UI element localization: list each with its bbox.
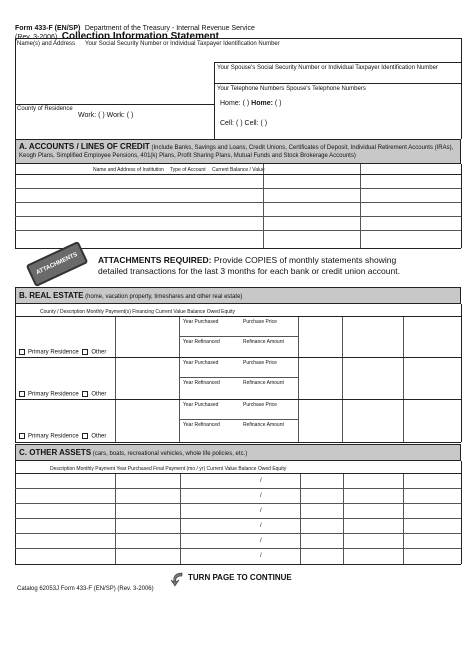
residence-checkbox-row[interactable]: [19, 391, 106, 399]
attachments-notice: [98, 255, 400, 277]
sec-b-col5-header: Balance Owed: [187, 309, 220, 315]
divider: [15, 38, 461, 39]
divider: [214, 62, 215, 139]
year-refinanced-label: Year Refinanced: [183, 339, 220, 345]
divider: [179, 316, 180, 442]
department-name: Department of the Treasury - Internal Revenue Service: [84, 25, 255, 32]
divider: [360, 164, 361, 248]
revision-date: (Rev. 3-2006): [15, 34, 58, 41]
sec-c-col7-header: Equity: [272, 466, 287, 472]
turn-page-text: TURN PAGE TO CONTINUE: [188, 573, 292, 582]
divider: [15, 548, 461, 549]
primary-residence-label: Primary Residence: [28, 391, 79, 398]
attachments-stamp-text: ATTACHMENTS: [35, 251, 79, 277]
divider: [15, 357, 461, 358]
divider: [15, 442, 461, 443]
sec-b-col4-header: Current Value: [155, 309, 186, 315]
residence-checkbox-row[interactable]: [19, 433, 106, 441]
final-payment-slash: /: [260, 493, 262, 499]
other-checkbox[interactable]: [82, 391, 88, 397]
primary-residence-label: Primary Residence: [28, 433, 79, 440]
divider: [15, 503, 461, 504]
purchase-price-label: Purchase Price: [243, 360, 277, 366]
divider: [15, 216, 461, 217]
other-checkbox[interactable]: [82, 433, 88, 439]
divider: [15, 564, 461, 565]
other-label: Other: [91, 349, 107, 356]
divider: [461, 164, 462, 248]
sec-a-col3-header: Current Balance / Value: [212, 167, 265, 173]
divider: [15, 518, 461, 519]
divider: [179, 336, 298, 337]
section-b-header: [15, 287, 461, 304]
work2-phone-input[interactable]: ( ): [126, 112, 134, 119]
spouse-phone-label: Spouse's Telephone Numbers: [286, 86, 366, 92]
divider: [214, 83, 461, 84]
county-label: County of Residence: [17, 106, 73, 112]
sec-c-col6-header: Balance Owed: [238, 466, 271, 472]
final-payment-slash: /: [260, 508, 262, 514]
spouse-home-phone-input[interactable]: ( ): [274, 100, 282, 107]
other-label: Other: [91, 391, 107, 398]
attachments-heading: ATTACHMENTS REQUIRED:: [98, 255, 212, 265]
section-c-text: [19, 449, 247, 458]
section-b-description: (home, vacation property, timeshares and other real estate): [85, 294, 243, 300]
work-phone-input[interactable]: ( ): [98, 112, 105, 119]
section-c-header: [15, 444, 461, 461]
final-payment-slash: /: [260, 553, 262, 559]
divider: [461, 461, 462, 564]
sec-c-col2-header: Monthly Payment: [76, 466, 116, 472]
divider: [15, 164, 16, 248]
divider: [298, 316, 299, 442]
section-a-description: (Include Banks, Savings and Loans, Credit Unions, Certificates of Deposit, Individual Retirement Accounts (IRAs), Keogh Plans, Simplified Employee Pensions, 401(k) Plans, Profit Sharing Plans, Mutual Funds and Stock Brokerage Accounts): [19, 145, 454, 159]
sec-c-col5-header: Current Value: [206, 466, 237, 472]
divider: [15, 174, 461, 175]
section-b-text: [19, 292, 242, 301]
primary-residence-checkbox[interactable]: [19, 349, 25, 355]
sec-c-col4-header: Final Payment (mo / yr): [153, 466, 206, 472]
work2-label: Work:: [106, 112, 125, 119]
section-c-heading: C. OTHER ASSETS: [19, 448, 92, 457]
ssn-field[interactable]: [216, 49, 460, 62]
residence-checkbox-row[interactable]: [19, 349, 106, 357]
work-label: Work:: [78, 112, 97, 119]
section-a-text: [19, 143, 457, 160]
sec-b-col-headers: [40, 309, 235, 315]
primary-residence-label: Primary Residence: [28, 349, 79, 356]
section-b-heading: B. REAL ESTATE: [19, 291, 84, 300]
cell-label: Cell:: [220, 120, 235, 127]
phone-labels: [217, 86, 366, 93]
spouse-ssn-label: Your Spouse's Social Security Number or Individual Taxpayer Identification Number: [217, 65, 438, 71]
turn-page-arrow-icon: [170, 571, 186, 587]
divider: [15, 230, 461, 231]
divider: [263, 164, 264, 248]
divider: [461, 304, 462, 442]
sec-b-col1-header: County / Description: [40, 309, 86, 315]
year-refinanced-label: Year Refinanced: [183, 422, 220, 428]
divider: [179, 377, 298, 378]
other-checkbox[interactable]: [82, 349, 88, 355]
section-c-description: (cars, boats, recreational vehicles, whole life policies, etc.): [92, 451, 248, 457]
divider: [15, 399, 461, 400]
refinance-amount-label: Refinance Amount: [243, 380, 284, 386]
spouse-cell-label: Cell:: [244, 120, 259, 127]
ssn-label: Your Social Security Number or Individual Taxpayer Identification Number: [85, 41, 280, 47]
divider: [403, 316, 404, 442]
divider: [179, 419, 298, 420]
divider: [15, 304, 16, 442]
sec-c-col-headers: [50, 466, 286, 472]
divider: [115, 316, 116, 442]
attachments-text1: Provide COPIES of monthly statements showing: [213, 255, 397, 265]
divider: [214, 62, 461, 63]
attachments-text2: detailed transactions for the last 3 months for each bank or credit union account.: [98, 266, 400, 276]
divider: [15, 488, 461, 489]
refinance-amount-label: Refinance Amount: [243, 339, 284, 345]
page-title: Collection Information Statement: [61, 31, 219, 42]
work-phone-row: [78, 112, 133, 120]
divider: [342, 316, 343, 442]
catalog-number: Catalog 62053J: [17, 586, 60, 592]
primary-residence-checkbox[interactable]: [19, 433, 25, 439]
home-label: Home:: [220, 100, 241, 107]
final-payment-slash: /: [260, 523, 262, 529]
divider: [15, 188, 461, 189]
year-refinanced-label: Year Refinanced: [183, 380, 220, 386]
spouse-home-label: Home:: [251, 100, 273, 107]
spouse-ssn-field[interactable]: [216, 72, 460, 82]
home-phone-input[interactable]: ( ): [242, 100, 250, 107]
purchase-price-label: Purchase Price: [243, 402, 277, 408]
sec-a-col1-header: Name and Address of Institution: [93, 167, 164, 173]
sec-c-col1-header: Description: [50, 466, 76, 472]
sec-b-col6-header: Equity: [221, 309, 236, 315]
names-address-field[interactable]: [17, 49, 213, 103]
cell-phone-input[interactable]: ( ): [235, 120, 243, 127]
divider: [461, 38, 462, 139]
footer-catalog: [17, 586, 154, 593]
refinance-amount-label: Refinance Amount: [243, 422, 284, 428]
primary-residence-checkbox[interactable]: [19, 391, 25, 397]
sec-b-col2-header: Monthly Payment(s): [86, 309, 131, 315]
divider: [15, 104, 214, 105]
divider: [15, 533, 461, 534]
divider: [15, 316, 461, 317]
other-label: Other: [91, 433, 107, 440]
names-address-label: Name(s) and Address: [17, 41, 76, 47]
sec-a-col2-header: Type of Account: [170, 167, 206, 173]
final-payment-slash: /: [260, 478, 262, 484]
spouse-cell-phone-input[interactable]: ( ): [260, 120, 268, 127]
year-purchased-label: Year Purchased: [183, 319, 219, 325]
home-phone-row: [220, 100, 281, 108]
purchase-price-label: Purchase Price: [243, 319, 277, 325]
year-purchased-label: Year Purchased: [183, 402, 219, 408]
section-a-heading: A. ACCOUNTS / LINES OF CREDIT: [19, 142, 150, 151]
final-payment-slash: /: [260, 538, 262, 544]
year-purchased-label: Year Purchased: [183, 360, 219, 366]
divider: [15, 202, 461, 203]
section-a-header: [15, 139, 461, 164]
sec-b-col3-header: Financing: [132, 309, 154, 315]
form-number: Form 433-F (EN/SP): [15, 25, 81, 32]
sec-c-col3-header: Year Purchased: [116, 466, 152, 472]
divider: [15, 473, 461, 474]
form-reference: Form 433-F (EN/SP) (Rev. 3-2006): [60, 586, 154, 592]
divider: [15, 38, 16, 139]
phone-label: Your Telephone Numbers: [217, 86, 285, 92]
cell-phone-row: [220, 120, 267, 128]
